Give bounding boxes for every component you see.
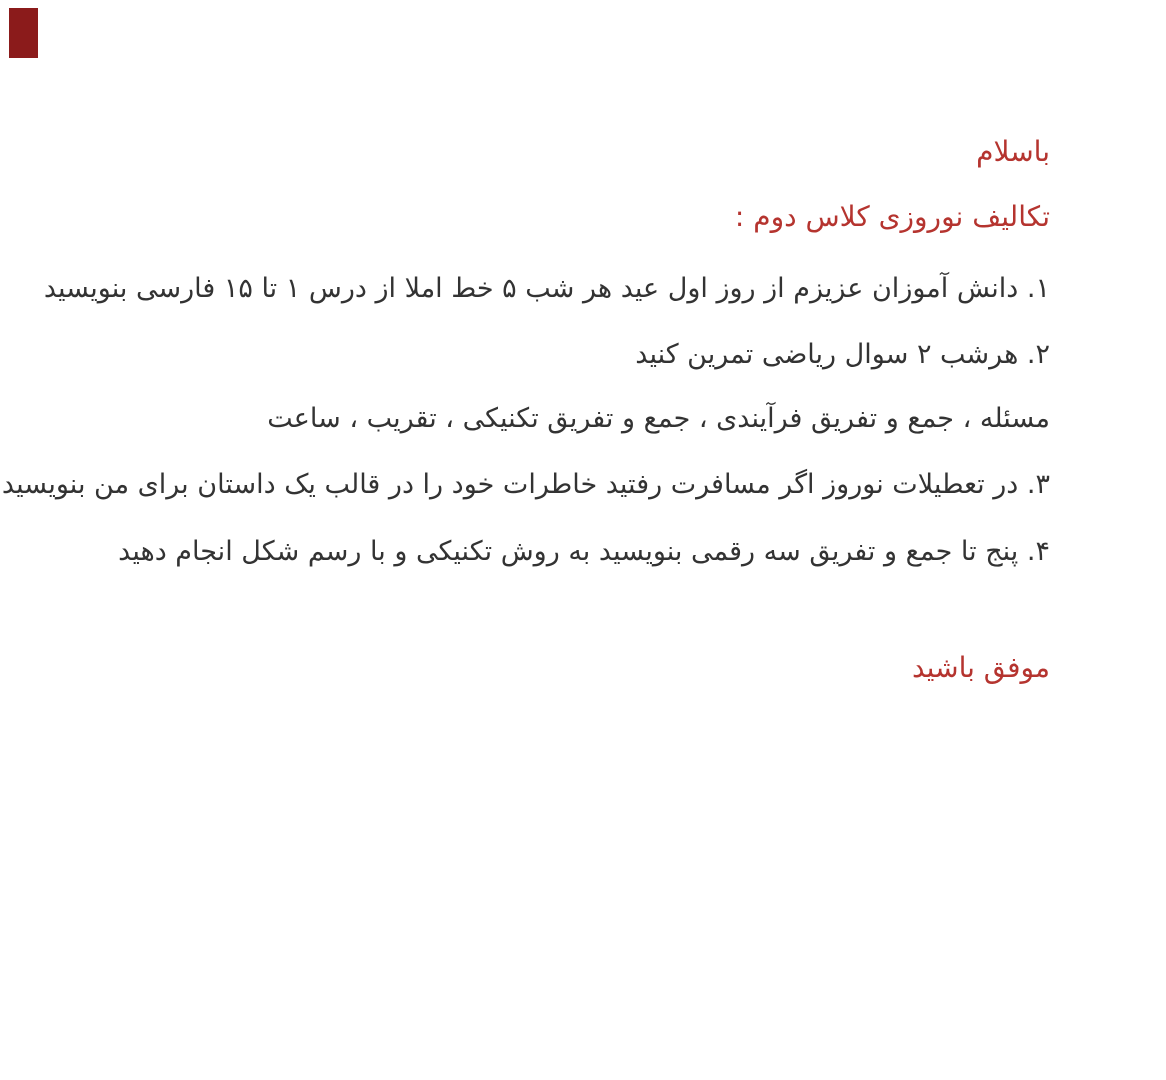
homework-item-2: ۲. هرشب ۲ سوال ریاضی تمرین کنید — [635, 339, 1050, 370]
homework-item-4: ۴. پنج تا جمع و تفریق سه رقمی بنویسید به روش تکنیکی و با رسم شکل انجام دهید — [118, 536, 1050, 567]
homework-item-3: ۳. در تعطیلات نوروز اگر مسافرت رفتید خاطرات خود را در قالب یک داستان برای من بنویسید — [1, 469, 1050, 500]
greeting-text: باسلام — [976, 135, 1050, 168]
homework-item-1: ۱. دانش آموزان عزیزم از روز اول عید هر شب ۵ خط املا از درس ۱ تا ۱۵ فارسی بنویسید — [43, 273, 1050, 304]
closing-text: موفق باشید — [911, 651, 1050, 684]
homework-item-2-details: مسئله ، جمع و تفریق فرآیندی ، جمع و تفریق تکنیکی ، تقریب ، ساعت — [267, 403, 1050, 434]
assignment-title: تکالیف نوروزی کلاس دوم : — [734, 200, 1050, 233]
corner-red-mark — [9, 8, 38, 58]
